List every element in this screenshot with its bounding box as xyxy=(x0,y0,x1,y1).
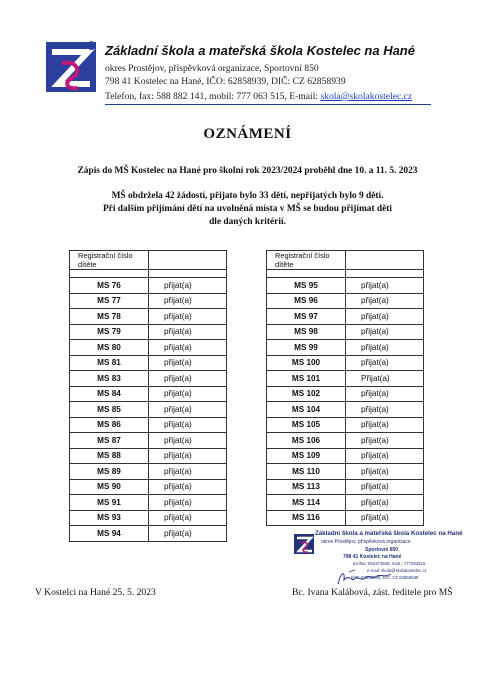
school-name: Základní škola a mateřská škola Kostelec na Hané xyxy=(105,43,415,58)
admission-status: přijat(a) xyxy=(149,526,227,542)
registration-code: MS 102 xyxy=(267,386,346,402)
table-row xyxy=(70,510,227,526)
table-row xyxy=(70,464,227,480)
table-row xyxy=(70,355,227,371)
notice-paragraph-line-3: dle daných kritérií. xyxy=(209,217,286,227)
table-row xyxy=(267,355,424,371)
table-row xyxy=(267,433,424,449)
admission-status: přijat(a) xyxy=(346,433,424,449)
table-row xyxy=(267,371,424,387)
stamp-ico: IČO: 62858939, DIČ: CZ 62858939 xyxy=(351,575,419,580)
admission-status: přijat(a) xyxy=(149,433,227,449)
admission-status: přijat(a) xyxy=(149,371,227,387)
table-row xyxy=(267,495,424,511)
table-row xyxy=(70,340,227,356)
registration-code: MS 116 xyxy=(267,510,346,526)
registration-code: MS 114 xyxy=(267,495,346,511)
admission-status: přijat(a) xyxy=(149,464,227,480)
registration-code: MS 97 xyxy=(267,309,346,325)
table-row xyxy=(267,417,424,433)
admission-status: přijat(a) xyxy=(149,495,227,511)
email-link[interactable]: skola@skolakostelec.cz xyxy=(320,91,413,102)
registration-table-left xyxy=(69,250,227,542)
table-row xyxy=(267,278,424,294)
registration-code: MS 106 xyxy=(267,433,346,449)
table-header-row xyxy=(70,251,227,270)
registration-code: MS 87 xyxy=(70,433,149,449)
admission-status: přijat(a) xyxy=(346,293,424,309)
registration-code: MS 83 xyxy=(70,371,149,387)
registration-code: MS 98 xyxy=(267,324,346,340)
school-address-line: 798 41 Kostelec na Hané, IČO: 62858939, DIČ: CZ 62858939 xyxy=(105,76,346,87)
registration-code: MS 109 xyxy=(267,448,346,464)
table-header-row xyxy=(267,251,424,270)
table-row xyxy=(267,402,424,418)
registration-code: MS 79 xyxy=(70,324,149,340)
admission-status: přijat(a) xyxy=(346,479,424,495)
admission-status: přijat(a) xyxy=(149,417,227,433)
registration-code: MS 80 xyxy=(70,340,149,356)
admission-status: přijat(a) xyxy=(346,386,424,402)
notice-title: OZNÁMENÍ xyxy=(203,126,292,142)
admission-status: přijat(a) xyxy=(149,479,227,495)
registration-code: MS 88 xyxy=(70,448,149,464)
stamp-telephone: tel./fax: 582373848, mob.: 777063515 xyxy=(353,561,426,566)
admission-status: přijat(a) xyxy=(346,464,424,480)
admission-status: přijat(a) xyxy=(346,309,424,325)
table-row xyxy=(267,448,424,464)
admission-status: přijat(a) xyxy=(149,309,227,325)
table-row xyxy=(70,371,227,387)
table-row xyxy=(267,464,424,480)
admission-status: přijat(a) xyxy=(346,448,424,464)
admission-status: přijat(a) xyxy=(346,510,424,526)
registration-code: MS 95 xyxy=(267,278,346,294)
table-row xyxy=(70,448,227,464)
admission-status: přijat(a) xyxy=(346,340,424,356)
admission-status: přijat(a) xyxy=(346,355,424,371)
table-row xyxy=(267,386,424,402)
registration-code: MS 96 xyxy=(267,293,346,309)
admission-status: přijat(a) xyxy=(346,495,424,511)
table-row xyxy=(70,293,227,309)
admission-status: přijat(a) xyxy=(149,448,227,464)
place-and-date: V Kostelci na Hané 25. 5. 2023 xyxy=(35,587,156,598)
registration-code: MS 86 xyxy=(70,417,149,433)
admission-status: přijat(a) xyxy=(346,278,424,294)
stamp-address: 798 41 Kostelec na Hané xyxy=(343,554,402,560)
registration-code: MS 84 xyxy=(70,386,149,402)
column-header: Registrační číslo dítěte xyxy=(70,251,149,270)
admission-status: přijat(a) xyxy=(346,417,424,433)
registration-code: MS 94 xyxy=(70,526,149,542)
table-row xyxy=(70,386,227,402)
school-org-line: okres Prostějov, příspěvková organizace, Sportovní 850 xyxy=(105,63,319,74)
registration-code: MS 78 xyxy=(70,309,149,325)
stamp-org: okres Prostějov, příspěvková organizace xyxy=(321,539,411,545)
admission-status: přijat(a) xyxy=(149,386,227,402)
header-divider xyxy=(105,104,431,105)
logo-sub-letter: Š xyxy=(88,42,95,53)
admission-status: přijat(a) xyxy=(346,324,424,340)
table-row xyxy=(70,433,227,449)
registration-code: MS 105 xyxy=(267,417,346,433)
table-row xyxy=(267,293,424,309)
notice-paragraph-line-1: MŠ obdržela 42 žádostí, přijato bylo 33 dětí, nepřijatých bylo 9 dětí. xyxy=(111,191,384,201)
stamp-email: e-mail: skola@skolakostelec.cz xyxy=(367,568,427,573)
admission-status: přijat(a) xyxy=(346,402,424,418)
registration-code: MS 113 xyxy=(267,479,346,495)
table-row xyxy=(70,417,227,433)
registration-code: MS 85 xyxy=(70,402,149,418)
column-header: Registrační číslo dítěte xyxy=(267,251,346,270)
registration-code: MS 100 xyxy=(267,355,346,371)
table-row xyxy=(70,526,227,542)
table-row xyxy=(70,278,227,294)
admission-status: přijat(a) xyxy=(149,324,227,340)
spacer-cell xyxy=(70,270,149,278)
contact-text: Telefon, fax: 588 882 141, mobil: 777 063 515, E-mail: xyxy=(105,91,321,102)
spacer-cell xyxy=(267,270,346,278)
school-contact-line xyxy=(105,91,412,102)
admission-status: přijat(a) xyxy=(149,355,227,371)
admission-status: přijat(a) xyxy=(149,510,227,526)
registration-code: MS 99 xyxy=(267,340,346,356)
table-row xyxy=(70,402,227,418)
registration-code: MS 81 xyxy=(70,355,149,371)
registration-code: MS 110 xyxy=(267,464,346,480)
table-spacer-row xyxy=(267,270,424,278)
registration-code: MS 101 xyxy=(267,371,346,387)
table-row xyxy=(267,324,424,340)
table-row xyxy=(70,479,227,495)
stamp-school-name: Základní škola a mateřská škola Kostelec na Hané xyxy=(315,530,463,537)
admission-status: přijat(a) xyxy=(149,402,227,418)
admission-status: přijat(a) xyxy=(149,293,227,309)
column-header-empty xyxy=(346,251,424,270)
table-row xyxy=(267,479,424,495)
admission-status: přijat(a) xyxy=(149,278,227,294)
registration-code: MS 91 xyxy=(70,495,149,511)
stamp-logo-icon xyxy=(293,532,317,558)
table-spacer-row xyxy=(70,270,227,278)
registration-code: MS 93 xyxy=(70,510,149,526)
notice-paragraph-line-2: Při dalším přijímání dětí na uvolněná místa v MŠ se budou přijímat děti xyxy=(102,204,393,214)
registration-code: MS 76 xyxy=(70,278,149,294)
admission-status: Přijat(a) xyxy=(346,371,424,387)
table-row xyxy=(70,324,227,340)
registration-code: MS 90 xyxy=(70,479,149,495)
registration-code: MS 89 xyxy=(70,464,149,480)
spacer-cell xyxy=(149,270,227,278)
table-row xyxy=(70,495,227,511)
stamp-street: Sportovní 850 xyxy=(365,547,399,553)
table-row xyxy=(267,510,424,526)
table-row xyxy=(70,309,227,325)
registration-code: MS 104 xyxy=(267,402,346,418)
spacer-cell xyxy=(346,270,424,278)
table-row xyxy=(267,309,424,325)
column-header-empty xyxy=(149,251,227,270)
signatory: Bc. Ivana Kalábová, zást. ředitele pro MŠ xyxy=(292,587,453,598)
registration-table-right xyxy=(266,250,424,526)
table-row xyxy=(267,340,424,356)
school-logo xyxy=(44,38,100,98)
admission-status: přijat(a) xyxy=(149,340,227,356)
notice-subtitle: Zápis do MŠ Kostelec na Hané pro školní rok 2023/2024 proběhl dne 10. a 11. 5. 2023 xyxy=(77,166,418,176)
registration-code: MS 77 xyxy=(70,293,149,309)
